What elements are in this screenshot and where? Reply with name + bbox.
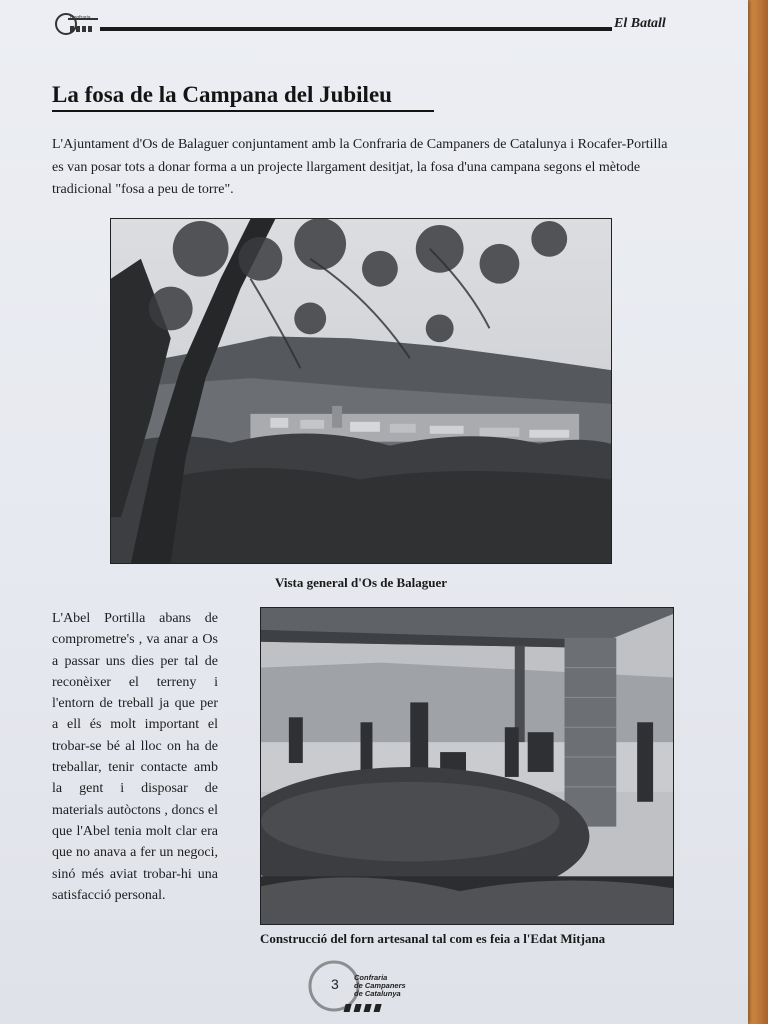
- title-underline: [52, 110, 434, 112]
- furnace-construction-photo: [260, 607, 674, 925]
- header-logo-text: Confraria: [70, 15, 91, 21]
- footer-org-line3: de Catalunya: [354, 989, 401, 998]
- footer-org-line2: de Campaners: [354, 981, 406, 990]
- header-rule: [100, 27, 612, 31]
- village-landscape-photo: [110, 218, 612, 564]
- page-number: 3: [331, 976, 339, 992]
- photo2-caption: Construcció del forn artesanal tal com es feia a l'Edat Mitjana: [260, 931, 606, 946]
- intro-paragraph: L'Ajuntament d'Os de Balaguer conjuntament amb la Confraria de Campaners de Catalunya i Rocafer-Portilla es van posar tots a donar forma a un projecte llargament desitjat, la fosa d'una campana segons el mètode tradicional "fosa a peu de torre".: [52, 137, 668, 197]
- body-paragraph: L'Abel Portilla abans de comprometre's , va anar a Os a passar uns dies per tal de reconèixer el terreny i l'entorn de treball ja que per a ell és molt important el trobar-se bé al lloc on ha de treballar, tenir contacte amb la gent i disposar de materials autòctons , doncs el que l'Abel tenia molt clar era que no anava a fer un negoci, sinó més aviat trobar-hi una satisfacció personal.: [52, 611, 218, 903]
- confraria-logo-icon: [54, 12, 100, 36]
- photo1-caption: Vista general d'Os de Balaguer: [274, 575, 448, 590]
- publication-name: El Batall: [614, 16, 666, 31]
- footer-org-name: [354, 974, 424, 998]
- article-title: La fosa de la Campana del Jubileu: [52, 82, 392, 107]
- footer-org-line1: Confraria: [354, 973, 388, 982]
